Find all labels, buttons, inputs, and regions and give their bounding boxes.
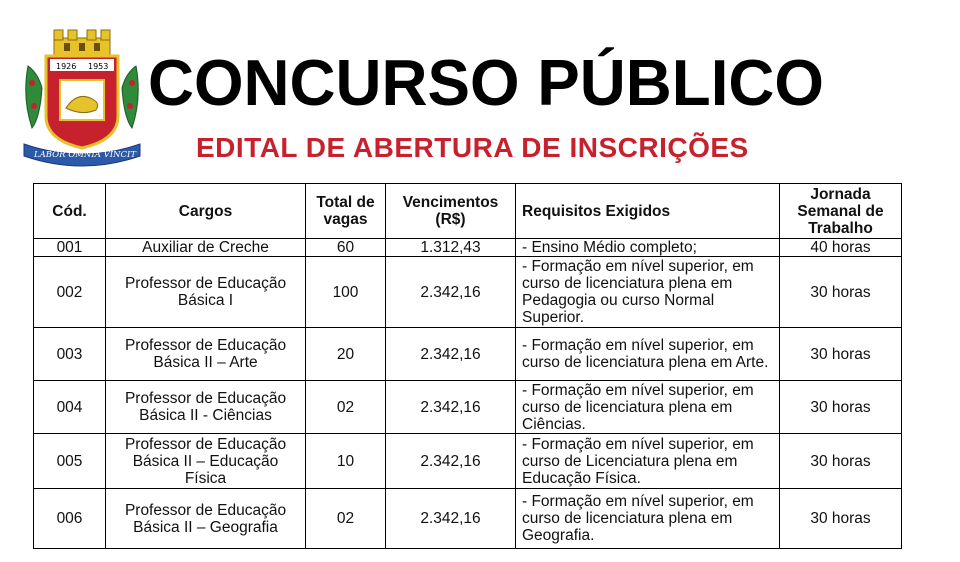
cell-cod: 005 bbox=[34, 434, 106, 489]
col-header-cod: Cód. bbox=[34, 184, 106, 239]
table-header-row bbox=[34, 184, 902, 239]
cell-requisitos: - Formação em nível superior, em curso de licenciatura plena em Pedagogia ou curso Normal Superior. bbox=[516, 257, 780, 328]
crest-motto: LABOR OMNIA VINCIT bbox=[34, 150, 137, 160]
table-row bbox=[34, 257, 902, 328]
cell-cargo: Auxiliar de Creche bbox=[106, 239, 306, 257]
cell-cod: 001 bbox=[34, 239, 106, 257]
crest-year-left: 1926 bbox=[56, 62, 77, 71]
cell-jornada: 30 horas bbox=[780, 489, 902, 549]
cell-jornada: 30 horas bbox=[780, 381, 902, 434]
cell-vagas: 10 bbox=[306, 434, 386, 489]
cell-vagas: 20 bbox=[306, 328, 386, 381]
municipal-crest bbox=[20, 28, 144, 162]
cell-vencimento: 1.312,43 bbox=[386, 239, 516, 257]
col-header-requisitos: Requisitos Exigidos bbox=[516, 184, 780, 239]
col-header-jornada: Jornada Semanal de Trabalho bbox=[780, 184, 902, 239]
cell-requisitos: - Formação em nível superior, em curso de Licenciatura plena em Educação Física. bbox=[516, 434, 780, 489]
cell-cargo: Professor de Educação Básica II – Geografia bbox=[106, 489, 306, 549]
cell-vagas: 02 bbox=[306, 489, 386, 549]
cell-vencimento: 2.342,16 bbox=[386, 328, 516, 381]
cell-vagas: 100 bbox=[306, 257, 386, 328]
right-foliage-icon bbox=[122, 66, 138, 128]
cell-vencimento: 2.342,16 bbox=[386, 434, 516, 489]
table-row bbox=[34, 434, 902, 489]
cell-jornada: 30 horas bbox=[780, 434, 902, 489]
table-row bbox=[34, 239, 902, 257]
cell-requisitos: - Formação em nível superior, em curso de licenciatura plena em Ciências. bbox=[516, 381, 780, 434]
table-row bbox=[34, 381, 902, 434]
cell-cod: 006 bbox=[34, 489, 106, 549]
cell-vencimento: 2.342,16 bbox=[386, 381, 516, 434]
page-title: CONCURSO PÚBLICO bbox=[148, 46, 824, 119]
crest-year-right: 1953 bbox=[88, 62, 109, 71]
col-header-vagas: Total de vagas bbox=[306, 184, 386, 239]
cell-requisitos: - Formação em nível superior, em curso de licenciatura plena em Arte. bbox=[516, 328, 780, 381]
cell-vagas: 02 bbox=[306, 381, 386, 434]
page-subtitle: EDITAL DE ABERTURA DE INSCRIÇÕES bbox=[196, 132, 749, 163]
cell-cod: 002 bbox=[34, 257, 106, 328]
left-foliage-icon bbox=[26, 66, 42, 128]
col-header-cargos: Cargos bbox=[106, 184, 306, 239]
cell-vagas: 60 bbox=[306, 239, 386, 257]
cell-vencimento: 2.342,16 bbox=[386, 489, 516, 549]
cell-requisitos: - Ensino Médio completo; bbox=[516, 239, 780, 257]
positions-table bbox=[33, 183, 902, 549]
cell-cod: 004 bbox=[34, 381, 106, 434]
cell-cargo: Professor de Educação Básica II - Ciências bbox=[106, 381, 306, 434]
cell-cargo: Professor de Educação Básica II – Arte bbox=[106, 328, 306, 381]
cell-cargo: Professor de Educação Básica I bbox=[106, 257, 306, 328]
crown-icon bbox=[54, 30, 110, 56]
positions-table-wrapper bbox=[33, 183, 901, 544]
table-row bbox=[34, 328, 902, 381]
cell-jornada: 30 horas bbox=[780, 257, 902, 328]
cell-vencimento: 2.342,16 bbox=[386, 257, 516, 328]
crest-emblem-icon bbox=[20, 28, 144, 162]
cell-jornada: 40 horas bbox=[780, 239, 902, 257]
cell-cargo: Professor de Educação Básica II – Educação Física bbox=[106, 434, 306, 489]
cell-cod: 003 bbox=[34, 328, 106, 381]
col-header-vencimentos: Vencimentos (R$) bbox=[386, 184, 516, 239]
cell-requisitos: - Formação em nível superior, em curso de licenciatura plena em Geografia. bbox=[516, 489, 780, 549]
table-row bbox=[34, 489, 902, 549]
cell-jornada: 30 horas bbox=[780, 328, 902, 381]
